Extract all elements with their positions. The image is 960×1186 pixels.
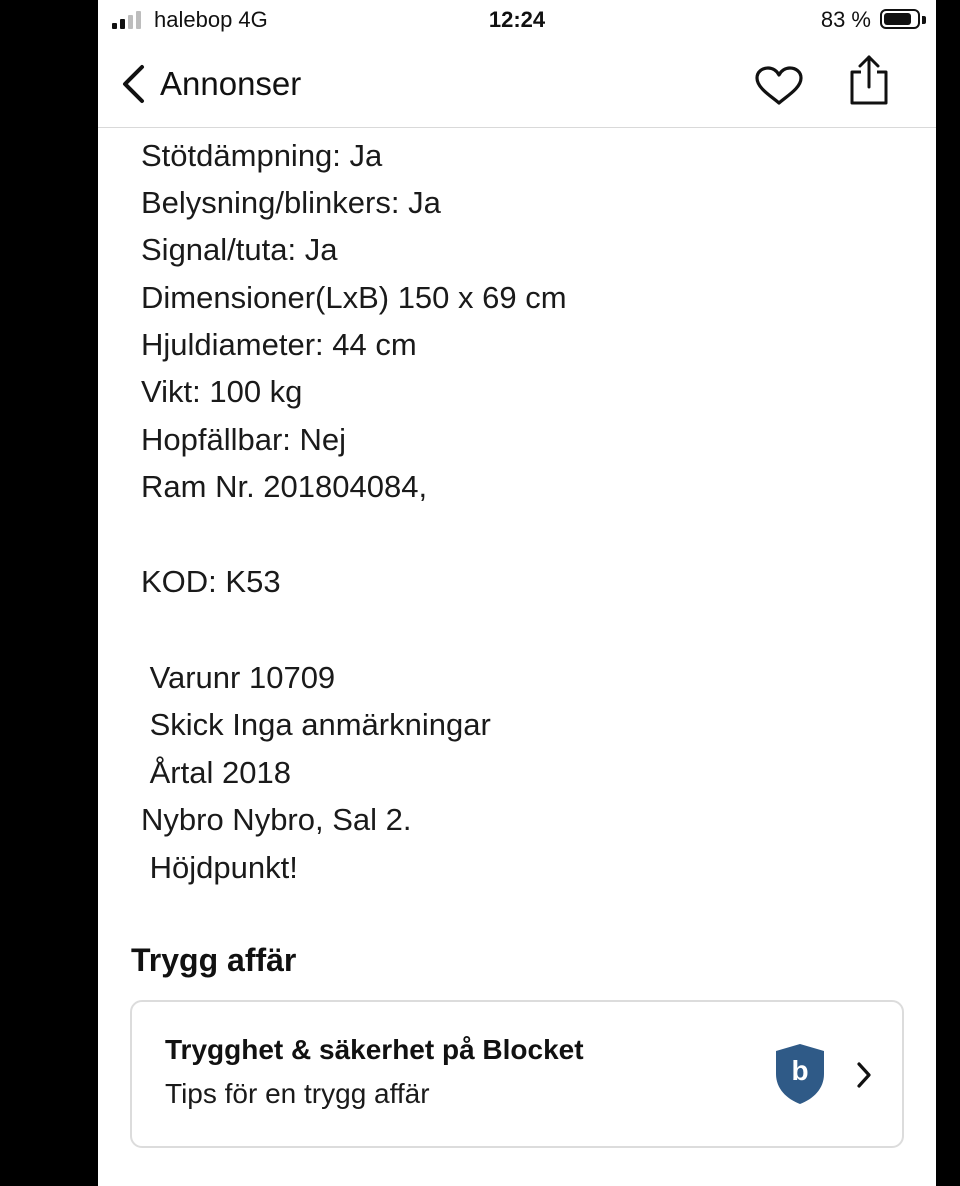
description-line: Hjuldiameter: 44 cm	[141, 327, 417, 362]
safety-tips-card[interactable]	[130, 1000, 904, 1148]
status-time: 12:24	[488, 7, 546, 32]
safety-card-title: Trygghet & säkerhet på Blocket	[165, 1034, 584, 1065]
heart-icon	[754, 66, 804, 106]
back-button[interactable]	[120, 62, 301, 106]
description-line: Skick Inga anmärkningar	[141, 707, 491, 742]
description-line: Signal/tuta: Ja	[141, 232, 338, 267]
description-line: Dimensioner(LxB) 150 x 69 cm	[141, 280, 567, 315]
description-line: Årtal 2018	[141, 755, 291, 790]
share-button[interactable]	[848, 54, 890, 106]
description-line: Belysning/blinkers: Ja	[141, 185, 441, 220]
safety-card-subtitle: Tips för en trygg affär	[165, 1078, 430, 1109]
battery-level	[884, 13, 911, 25]
battery-percent: 83 %	[820, 7, 871, 32]
description-line: Höjdpunkt!	[141, 850, 298, 885]
description-line: Nybro Nybro, Sal 2.	[141, 802, 412, 837]
description-line: Varunr 10709	[141, 660, 336, 695]
blocket-shield-icon	[773, 1042, 827, 1106]
shield-letter: b	[791, 1055, 809, 1086]
description-line: Ram Nr. 201804084,	[141, 469, 428, 504]
description-line: Hopfällbar: Nej	[141, 422, 347, 457]
description-line: KOD: K53	[141, 564, 281, 599]
carrier-label: halebop 4G	[154, 7, 268, 32]
app-screen	[98, 0, 936, 1186]
description-line: Vikt: 100 kg	[141, 374, 303, 409]
share-icon	[848, 54, 890, 106]
chevron-right-icon	[854, 1060, 874, 1090]
safe-deal-heading: Trygg affär	[131, 942, 297, 978]
battery-icon	[880, 9, 920, 29]
favorite-button[interactable]	[754, 66, 804, 106]
navigation-bar	[98, 42, 936, 128]
back-label: Annonser	[160, 65, 302, 102]
battery-cap	[922, 16, 926, 24]
chevron-left-icon	[120, 64, 146, 104]
description-line: Stötdämpning: Ja	[141, 138, 383, 173]
status-bar	[98, 0, 936, 42]
